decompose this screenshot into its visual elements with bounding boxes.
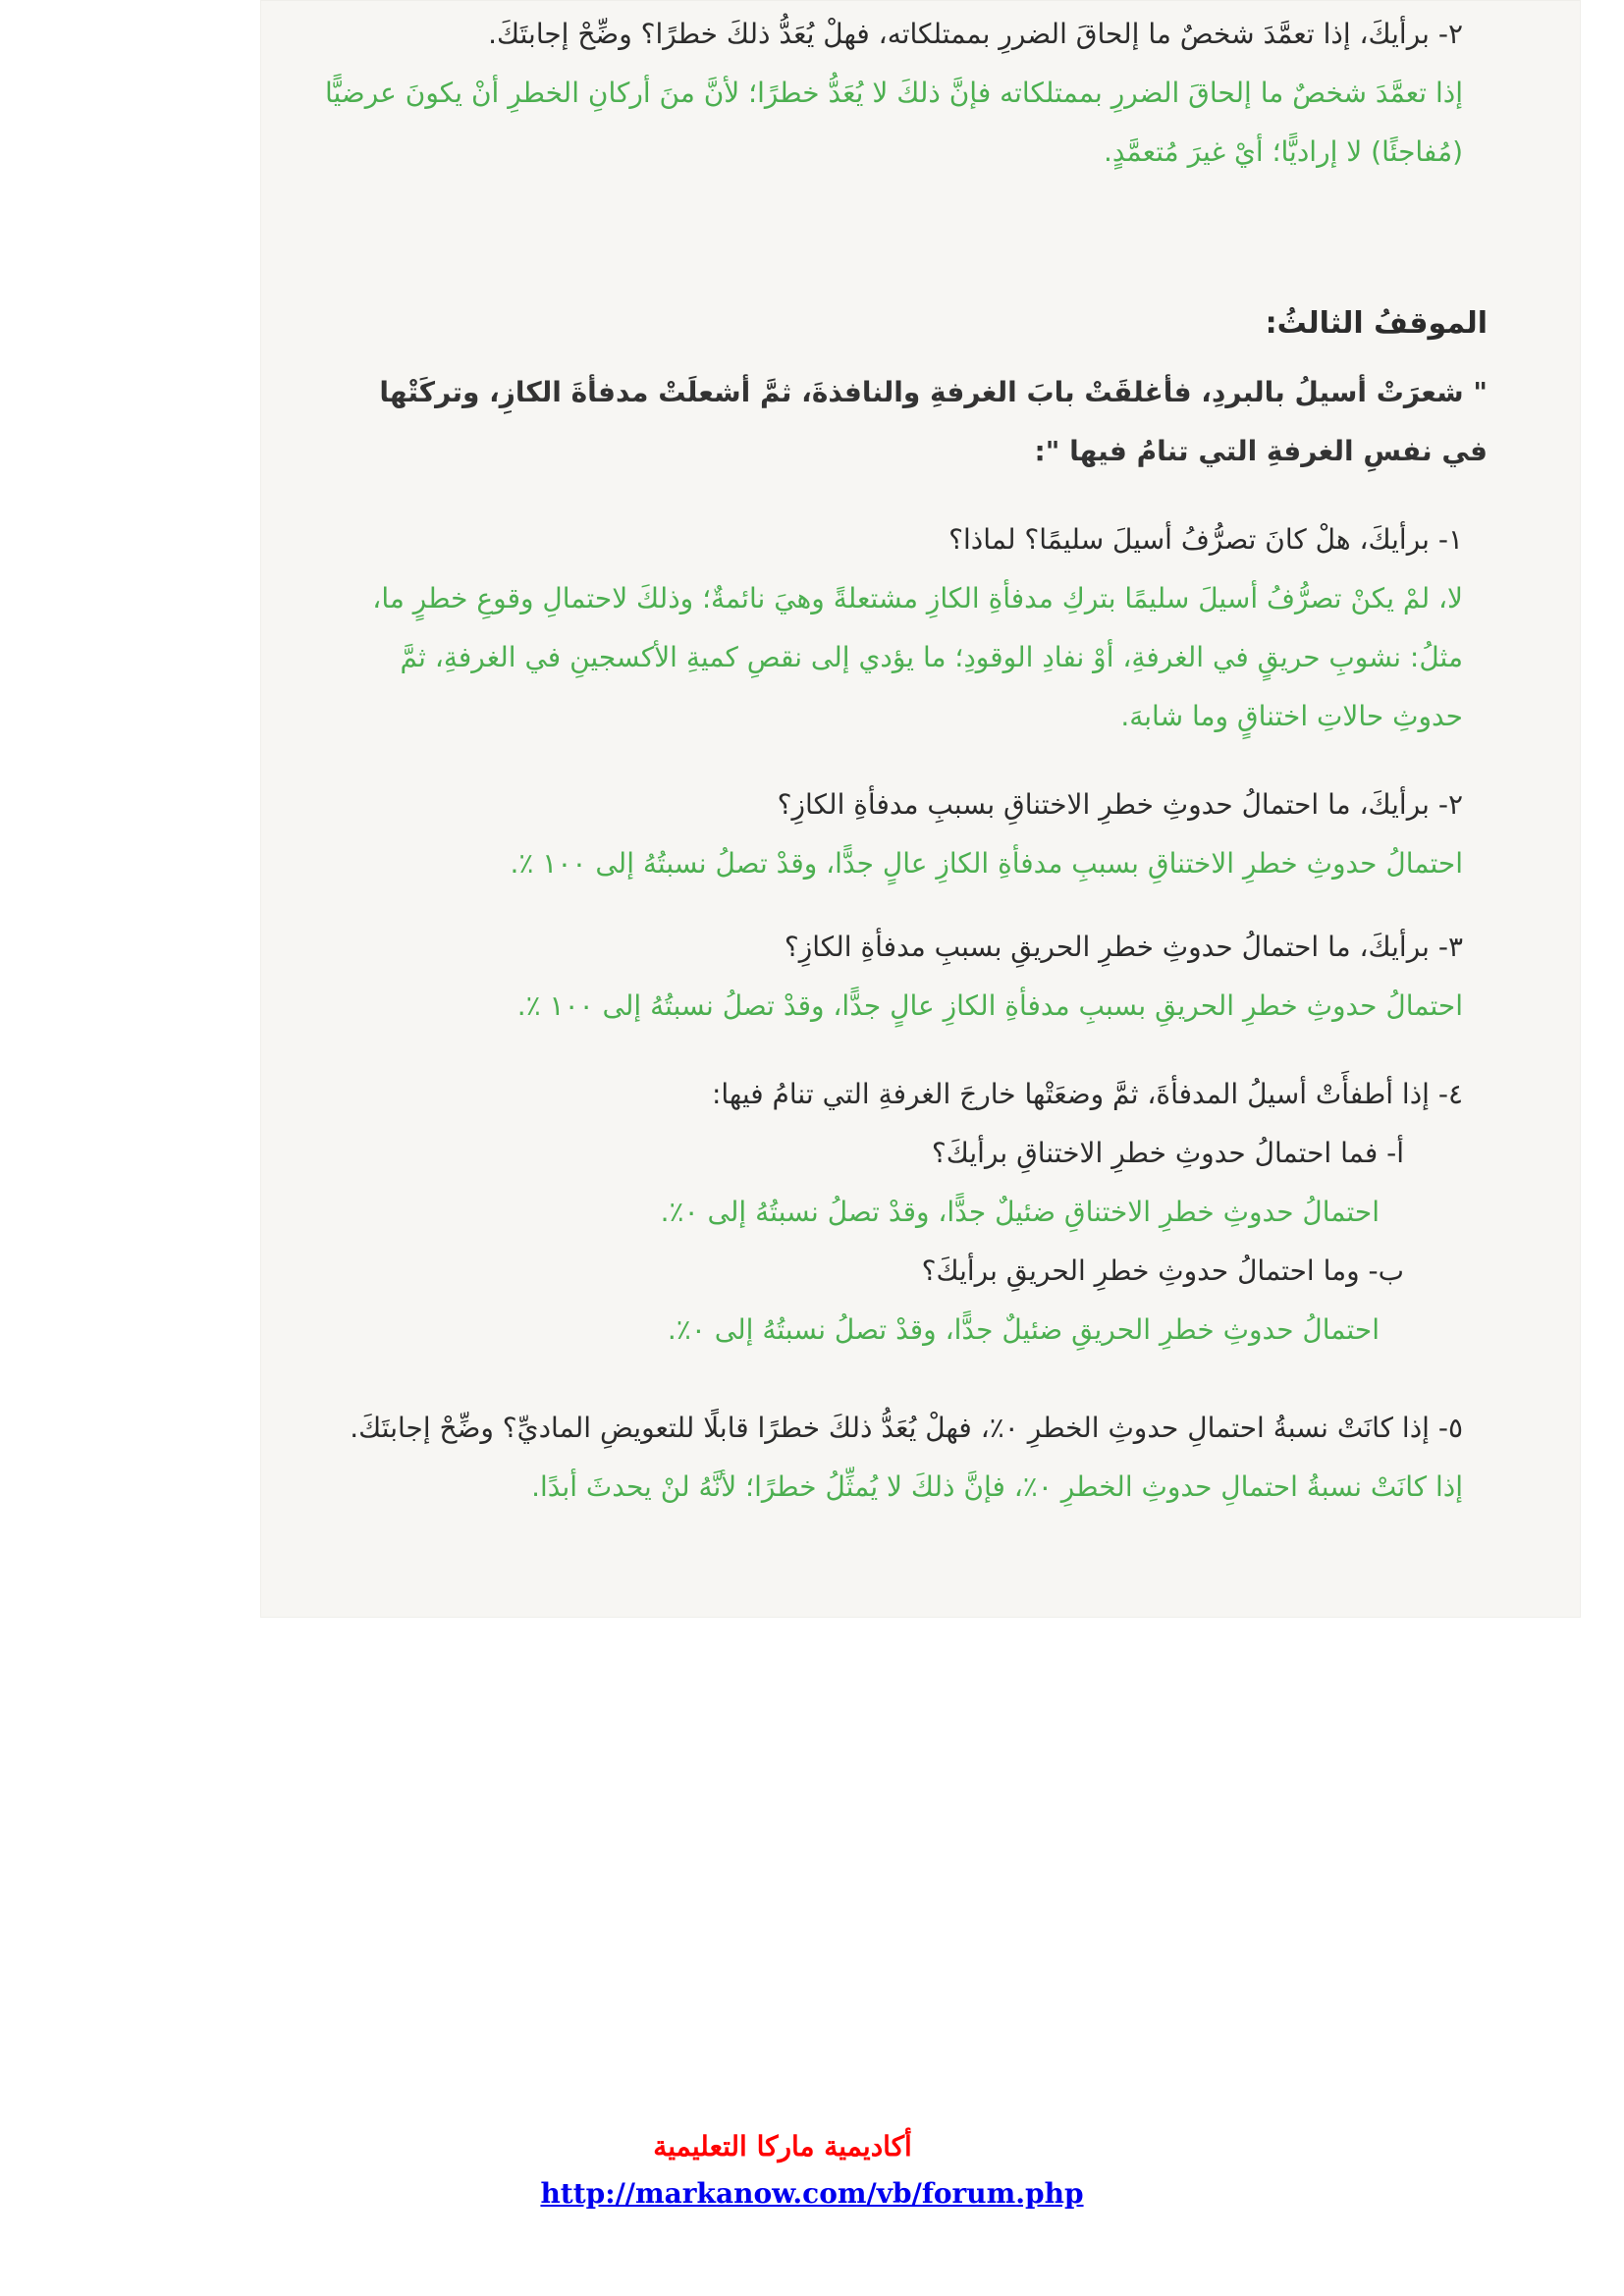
subanswer-a: احتمالُ حدوثِ خطرِ الاختناقِ ضئيلٌ جدًّا، وقدْ تصلُ نسبتُهُ إلى ٠٪. [660,1196,1380,1228]
subquestion-b: ب- وما احتمالُ حدوثِ خطرِ الحريقِ برأيكَ؟ [921,1255,1404,1287]
question-2-block [324,775,1488,893]
subanswer-b: احتمالُ حدوثِ خطرِ الحريقِ ضئيلٌ جدًّا، وقدْ تصلُ نسبتُهُ إلى ٠٪. [667,1313,1380,1346]
answer-text: لا، لمْ يكنْ تصرُّفُ أسيلَ سليمًا بتركِ مدفأةِ الكازِ مشتعلةً وهيَ نائمةٌ؛ وذلكَ لاحتمالِ وقوعِ خطرٍ ما، مثلُ: نشوبِ حريقٍ في الغرفةِ، أوْ نفادِ الوقودِ؛ ما يؤدي إلى نقصِ كميةِ الأكسجينِ في الغرفةِ، ثمَّ حدوثِ حالاتِ اختناقٍ وما شابهَ. [372,582,1463,732]
answer-text: احتمالُ حدوثِ خطرِ الحريقِ بسببِ مدفأةِ الكازِ عالٍ جدًّا، وقدْ تصلُ نسبتُهُ إلى ١٠٠ ٪. [516,989,1463,1022]
question-text: ٣- برأيكَ، ما احتمالُ حدوثِ خطرِ الحريقِ بسببِ مدفأةِ الكازِ؟ [784,931,1463,963]
question-text: ٢- برأيكَ، إذا تعمَّدَ شخصٌ ما إلحاقَ الضررِ بممتلكاته، فهلْ يُعَدُّ ذلكَ خطرًا؟ وضِّحْ إجابتَكَ. [488,18,1463,50]
question-text: ٢- برأيكَ، ما احتمالُ حدوثِ خطرِ الاختناقِ بسببِ مدفأةِ الكازِ؟ [777,788,1463,821]
question-text: ٥- إذا كانَتْ نسبةُ احتمالِ حدوثِ الخطرِ ٠٪، فهلْ يُعَدُّ ذلكَ خطرًا قابلًا للتعويضِ الماديِّ؟ وضِّحْ إجابتَكَ. [350,1412,1463,1444]
footer-academy-name: أكاديمية ماركا التعليمية [653,2130,912,2163]
question-5-block [324,1399,1488,1517]
question-text: ٤- إذا أطفأَتْ أسيلُ المدفأةَ، ثمَّ وضعَتْها خارجَ الغرفةِ التي تنامُ فيها: [711,1078,1463,1110]
answer-text: احتمالُ حدوثِ خطرِ الاختناقِ بسببِ مدفأةِ الكازِ عالٍ جدًّا، وقدْ تصلُ نسبتُهُ إلى ١٠٠ ٪. [510,847,1463,880]
question-1-block [324,510,1488,746]
footer-forum-link[interactable]: http://markanow.com/vb/forum.php [540,2177,1084,2210]
subquestion-a: أ- فما احتمالُ حدوثِ خطرِ الاختناقِ برأيكَ؟ [931,1137,1404,1169]
question-3-block [324,918,1488,1036]
answer-text: إذا كانَتْ نسبةُ احتمالِ حدوثِ الخطرِ ٠٪، فإنَّ ذلكَ لا يُمثِّلُ خطرًا؛ لأنَّهُ لنْ يحدثَ أبدًا. [531,1470,1463,1503]
question-4-block [324,1065,1488,1360]
scenario-quote: " شعرَتْ أسيلُ بالبردِ، فأغلقَتْ بابَ الغرفةِ والنافذةَ، ثمَّ أشعلَتْ مدفأةَ الكازِ، وتركَتْها في نفسِ الغرفةِ التي تنامُ فيها ": [379,376,1488,467]
answer-text: إذا تعمَّدَ شخصٌ ما إلحاقَ الضررِ بممتلكاته فإنَّ ذلكَ لا يُعَدُّ خطرًا؛ لأنَّ منَ أركانِ الخطرِ أنْ يكونَ عرضيًّا (مُفاجئًا) لا إراديًّا؛ أيْ غيرَ مُتعمَّدٍ. [324,77,1463,168]
question-text: ١- برأيكَ، هلْ كانَ تصرُّفُ أسيلَ سليمًا؟ لماذا؟ [948,523,1463,556]
section-title: الموقفُ الثالثُ: [1265,306,1488,341]
item-2-block [324,5,1488,182]
